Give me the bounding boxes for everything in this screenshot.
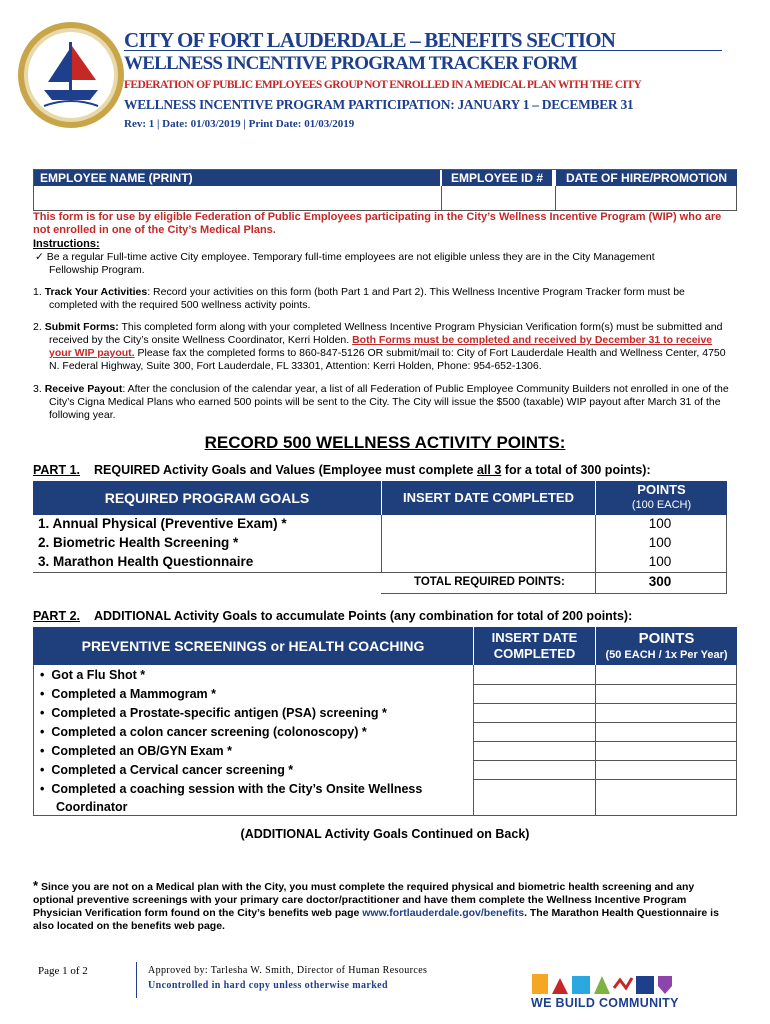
required-goal-3: 3. Marathon Health Questionnaire	[38, 554, 254, 569]
required-points-3: 100	[648, 554, 672, 569]
required-points-title: POINTS	[637, 482, 686, 497]
step-2-text-b: Please fax the completed forms to 860-847-5126 OR submit/mail to: City of Fort Lauderdale Health and Wellness Center, 4750 N. Federal Highway, Suite 300, Fort Lauderdale, FL 33301, Attention: Kerri Holden, Phone: 954-652-1306.	[49, 347, 726, 372]
part-2-heading	[33, 609, 632, 623]
medical-plan-footnote	[33, 879, 733, 933]
part-2-left-border	[33, 665, 34, 816]
required-points-1: 100	[648, 516, 672, 531]
city-seal-icon	[16, 20, 126, 130]
additional-date-header	[473, 627, 595, 665]
uncontrolled-notice: Uncontrolled in hard copy unless otherwise marked	[148, 980, 388, 991]
step-2-text-a: This completed form along with your completed Wellness Incentive Program Physician Verification form(s) must be submitted and received by the City’s onsite Wellness Coordinator, Kerri Holden.	[49, 321, 723, 346]
additional-item-obgyn: • Completed an OB/GYN Exam *	[40, 742, 232, 760]
additional-date-field-1[interactable]	[474, 665, 595, 684]
step-3-text: : After the conclusion of the calendar year, a list of all Federation of Public Employee Community Builders not enrolled in one of the City’s Cigna Medical Plans who earned 500 points will be sent to the City. The City will issue the $500 (taxable) WIP payout after March 31 of the following year.	[49, 383, 729, 421]
additional-date-field-5[interactable]	[474, 741, 595, 760]
part-2-text: ADDITIONAL Activity Goals to accumulate Points (any combination for total of 200 points):	[94, 609, 633, 623]
footnote-star: *	[33, 878, 39, 893]
benefits-link[interactable]: www.fortlauderdale.gov/benefits	[362, 907, 525, 919]
additional-date-title-1: INSERT DATE	[491, 630, 578, 645]
part-1-text-b: for a total of 300 points):	[501, 463, 651, 477]
additional-item-cervical: • Completed a Cervical cancer screening *	[40, 761, 293, 779]
additional-item-mammogram: • Completed a Mammogram *	[40, 685, 216, 703]
step-2-number: 2.	[33, 321, 42, 333]
part-2-label: PART 2.	[33, 609, 80, 623]
step-3-title: Receive Payout	[44, 383, 123, 395]
additional-goals-header: PREVENTIVE SCREENINGS or HEALTH COACHING	[33, 627, 473, 665]
form-header	[0, 0, 770, 160]
logo-tagline: WE BUILD COMMUNITY	[531, 996, 679, 1010]
header-subtitle-federation: FEDERATION OF PUBLIC EMPLOYEES GROUP NOT ENROLLED IN A MEDICAL PLAN WITH THE CITY	[124, 79, 642, 91]
instruction-step-1	[33, 286, 711, 312]
hire-date-header: DATE OF HIRE/PROMOTION	[556, 170, 737, 186]
employee-id-field[interactable]	[442, 186, 556, 211]
required-points-sub: (100 EACH)	[631, 499, 692, 511]
required-points-header	[595, 481, 727, 515]
employee-info-table	[33, 169, 737, 211]
additional-points-header	[595, 627, 737, 665]
additional-item-flu-shot: • Got a Flu Shot *	[40, 666, 145, 684]
additional-date-field-2[interactable]	[474, 684, 595, 703]
hire-date-field[interactable]	[556, 186, 737, 211]
part-1-row-line	[33, 572, 727, 573]
instruction-eligibility	[33, 251, 703, 277]
additional-points-title: POINTS	[638, 630, 695, 647]
header-subtitle-participation: WELLNESS INCENTIVE PROGRAM PARTICIPATION: JANUARY 1 – DECEMBER 31	[124, 97, 634, 112]
required-date-header: INSERT DATE COMPLETED	[381, 481, 595, 515]
additional-date-field-3[interactable]	[474, 703, 595, 722]
step-2-title: Submit Forms:	[44, 321, 119, 333]
required-date-field-1[interactable]	[382, 515, 595, 534]
footnote-text-end: . The Marathon Health Questionnaire is also located on the benefits web page.	[33, 907, 719, 932]
additional-item-colonoscopy: • Completed a colon cancer screening (colonoscopy) *	[40, 723, 367, 741]
step-3-number: 3.	[33, 383, 42, 395]
header-title-city: CITY OF FORT LAUDERDALE – BENEFITS SECTION	[124, 28, 616, 52]
step-1-title: Track Your Activities	[44, 286, 148, 298]
required-goal-2: 2. Biometric Health Screening *	[38, 535, 239, 550]
additional-points-sub: (50 EACH / 1x Per Year)	[605, 649, 728, 661]
part-1-label: PART 1.	[33, 463, 80, 477]
instruction-step-2	[33, 321, 733, 373]
required-date-field-2[interactable]	[382, 534, 595, 553]
required-date-field-3[interactable]	[382, 553, 595, 572]
step-1-number: 1.	[33, 286, 42, 298]
required-goal-1: 1. Annual Physical (Preventive Exam) *	[38, 516, 287, 531]
part-1-heading	[33, 463, 651, 477]
checkmark-icon: ✓	[35, 251, 47, 263]
total-required-value: 300	[648, 574, 672, 589]
additional-item-coaching: • Completed a coaching session with the City’s Onsite Wellness	[40, 780, 422, 798]
eligibility-intro: This form is for use by eligible Federation of Public Employees participating in the City’s Wellness Incentive Program (WIP) who are not enrolled in one of the City’s Medical Plans.	[33, 211, 722, 236]
part-1-col-divider	[595, 515, 596, 593]
header-title-form: WELLNESS INCENTIVE PROGRAM TRACKER FORM	[124, 53, 578, 74]
employee-name-field[interactable]	[34, 186, 442, 211]
footnote-text: Since you are not on a Medical plan with the City, you must complete the required physical and biometric health screening and any optional preventive screenings with your primary care doctor/practitioner and have them complete the Wellness Incentive Program Physician Verification form found on the City’s benefits web page	[33, 881, 695, 919]
footer-divider	[136, 962, 137, 998]
step-2-deadline: Both Forms must be completed and received by December 31 to receive your WIP payout.	[49, 334, 713, 359]
page-number: Page 1 of 2	[38, 965, 88, 977]
additional-date-field-6[interactable]	[474, 760, 595, 779]
step-1-text: : Record your activities on this form (both Part 1 and Part 2). This Wellness Incentive Program Tracker form must be completed with the required 500 wellness activity points.	[49, 286, 685, 311]
instructions-label: Instructions:	[33, 238, 100, 250]
employee-name-header: EMPLOYEE NAME (PRINT)	[34, 170, 440, 186]
additional-date-title-2: COMPLETED	[493, 646, 576, 661]
additional-date-field-4[interactable]	[474, 722, 595, 741]
part-1-text-a: REQUIRED Activity Goals and Values (Employee must complete	[94, 463, 477, 477]
approved-by: Approved by: Tarlesha W. Smith, Director of Human Resources	[148, 965, 428, 976]
required-goals-header: REQUIRED PROGRAM GOALS	[33, 481, 381, 515]
header-rule	[124, 50, 722, 51]
total-required-label: TOTAL REQUIRED POINTS:	[414, 576, 565, 588]
employee-id-header: EMPLOYEE ID #	[442, 170, 552, 186]
continued-on-back: (ADDITIONAL Activity Goals Continued on Back)	[240, 827, 530, 841]
part-1-text-all3: all 3	[476, 463, 502, 477]
header-revision: Rev: 1 | Date: 01/03/2019 | Print Date: 01/03/2019	[124, 118, 355, 130]
additional-date-field-7[interactable]	[474, 779, 595, 815]
instruction-step-3	[33, 383, 737, 422]
required-points-2: 100	[648, 535, 672, 550]
part-1-bottom-line	[381, 593, 727, 594]
additional-item-coaching-cont: Coordinator	[56, 800, 128, 814]
instruction-eligibility-text: Be a regular Full-time active City employee. Temporary full-time employees are not eligible unless they are in the City Management Fellowship Program.	[46, 251, 655, 276]
additional-item-psa: • Completed a Prostate-specific antigen (PSA) screening *	[40, 704, 387, 722]
part-1-col-divider-right	[726, 515, 727, 593]
record-points-title: RECORD 500 WELLNESS ACTIVITY POINTS:	[204, 433, 566, 452]
part-2-bottom-line	[33, 815, 737, 816]
we-build-community-logo-icon	[530, 968, 680, 1020]
